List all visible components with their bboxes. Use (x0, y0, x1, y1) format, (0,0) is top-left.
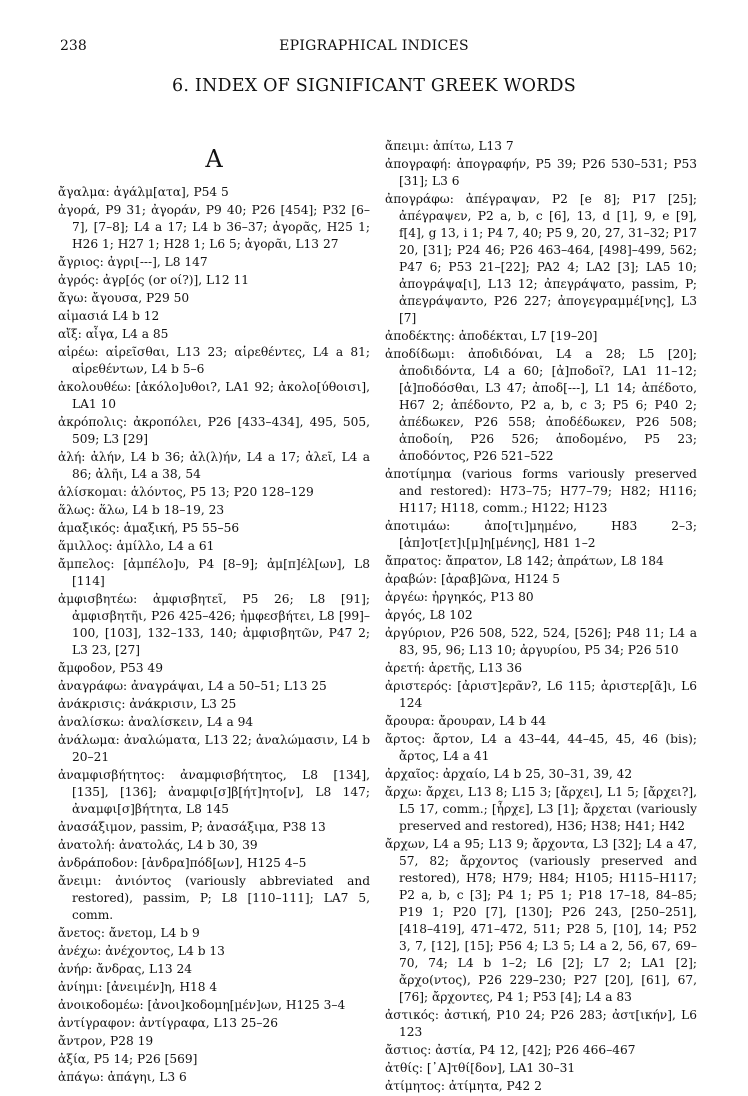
index-entry: ἀστικός: ἀστική, P10 24; P26 283; ἀστ[ικήν], L6 123 (385, 1008, 697, 1039)
left-column (58, 138, 370, 1087)
index-entry: ἅμιλλος: ἁμίλλο, L4 a 61 (58, 539, 215, 553)
index-entry: ἀλή: ἀλήν, L4 b 36; ἀλ(λ)ήν, L4 a 17; ἀλεῖ, L4 a 86; ἀλῆι, L4 a 38, 54 (58, 450, 370, 481)
index-entry: ἄγριος: ἀγρι[---], L8 147 (58, 255, 208, 269)
index-entry: ἀνατολή: ἀνατολάς, L4 b 30, 39 (58, 838, 258, 852)
index-entry: ἄμπελος: [ἀμπέλο]υ, P4 [8–9]; ἀμ[π]έλ[ων], L8 [114] (58, 557, 370, 588)
index-entry: ἀγρός: ἀγρ[ός (or οί?)], L12 11 (58, 273, 249, 287)
index-entry: ἄρχω: ἄρχει, L13 8; L15 3; [ἄρχει], L1 5; [ἄρχει?], L5 17, comm.; [ἦρχε], L3 [1]; ἄρχεται (variously preserved and restored), H36; H38; H41; H42 (385, 785, 697, 833)
index-entry: ἀπογραφή: ἀπογραφήν, P5 39; P26 530–531; P53 [31]; L3 6 (385, 157, 697, 188)
index-entry: ἀνίημι: [ἀνειμέν]η, H18 4 (58, 980, 218, 994)
index-entry: ἀνασάξιμον, passim, P; ἀνασάξιμα, P38 13 (58, 820, 326, 834)
index-entry: ἀκολουθέω: [ἀκόλο]υθοι?, LA1 92; ἀκολο[ύθοισι], LA1 10 (58, 380, 370, 411)
index-entry: ἀναλίσκω: ἀναλίσκειν, L4 a 94 (58, 715, 254, 729)
index-entry: ἀντίγραφον: ἀντίγραφα, L13 25–26 (58, 1016, 279, 1030)
section-letter: A (205, 145, 223, 173)
index-entry: ἀργός, L8 102 (385, 608, 473, 622)
index-entry: ἄντρον, P28 19 (58, 1034, 154, 1048)
index-entry: ἅλως: ἅλω, L4 b 18–19, 23 (58, 503, 225, 517)
index-entry: ἄμφοδον, P53 49 (58, 661, 163, 675)
index-entry: ἀτίμητος: ἀτίμητα, P42 2 (385, 1079, 542, 1093)
index-entry: ἁλίσκομαι: ἁλόντος, P5 13; P20 128–129 (58, 485, 314, 499)
index-entry: ἄνειμι: ἀνιόντος (variously abbreviated and restored), passim, P; L8 [110–111]; LA7 5, comm. (58, 874, 370, 922)
index-entry: ἀργύριον, P26 508, 522, 524, [526]; P48 11; L4 a 83, 95, 96; L13 10; ἀργυρίου, P5 34; P26 510 (385, 626, 697, 657)
index-entry: ἄρτος: ἄρτον, L4 a 43–44, 44–45, 45, 46 (bis); ἄρτος, L4 a 41 (385, 732, 697, 763)
index-entry: αἱμασιά L4 b 12 (58, 309, 160, 323)
index-entry: αἴξ: αἶγα, L4 a 85 (58, 327, 169, 341)
index-entry: ἀνάλωμα: ἀναλώματα, L13 22; ἀναλώμασιν, L4 b 20–21 (58, 733, 370, 764)
index-entry: ἀργέω: ἠργηκός, P13 80 (385, 590, 534, 604)
index-entry: αἱρέω: αἱρεῖσθαι, L13 23; αἱρεθέντες, L4 a 81; αἱρεθέντων, L4 b 5–6 (58, 345, 370, 376)
index-entry: ἀναγράφω: ἀναγράψαι, L4 a 50–51; L13 25 (58, 679, 327, 693)
index-entry: ἀρετή: ἀρετῆς, L13 36 (385, 661, 523, 675)
index-entry: ἄπειμι: ἀπίτω, L13 7 (385, 139, 514, 153)
index-entry: ἄγω: ἄγουσα, P29 50 (58, 291, 190, 305)
index-entry: ἀριστερός: [ἀριστ]ερᾶν?, L6 115; ἀριστερ[ᾶ]ι, L6 124 (385, 679, 697, 710)
index-entry: ἀμφισβητέω: ἀμφισβητεῖ, P5 26; L8 [91]; ἀμφισβητῆι, P26 425–426; ἠμφεσβήτει, L8 [99]–100, [103], 132–133, 140; ἀμφισβητῶν, P47 2; L3 23, [27] (58, 592, 370, 657)
index-entry: ἀραβών: [ἀραβ]ῶνα, H124 5 (385, 572, 561, 586)
index-entry: ἄρουρα: ἄρουραν, L4 b 44 (385, 714, 547, 728)
index-entry: ἀποδίδωμι: ἀποδιδόναι, L4 a 28; L5 [20]; ἀποδιδόντα, L4 a 60; [ἀ]ποδοῖ?, LA1 11–12; [ἀ]ποδόσθαι, L3 47; ἀποδ[---], L1 14; ἀπέδοτο, H67 2; ἀπέδοντο, P2 a, b, c 3; P5 6; P40 2; ἀπέδωκεν, P26 558; ἀποδέδωκεν, P26 508; ἀποδοίη, P26 526; ἀποδομένο, P5 23; ἀποδόντος, P26 521–522 (385, 347, 697, 463)
index-entry: ἄπρατος: ἄπρατον, L8 142; ἀπράτων, L8 184 (385, 554, 664, 568)
index-entry: ἄγαλμα: ἀγάλμ[ατα], P54 5 (58, 185, 229, 199)
index-entry: ἀποτίμημα (various forms variously preserved and restored): H73–75; H77–79; H82; H116; H117; H118, comm.; H122; H123 (385, 467, 697, 515)
index-entry: ἄστιος: ἀστία, P4 12, [42]; P26 466–467 (385, 1043, 636, 1057)
index-title: 6. INDEX OF SIGNIFICANT GREEK WORDS (172, 76, 576, 96)
page-number: 238 (60, 38, 87, 54)
running-head (60, 38, 688, 58)
index-entry: ἀξία, P5 14; P26 [569] (58, 1052, 198, 1066)
running-title: EPIGRAPHICAL INDICES (279, 38, 469, 54)
index-entry: ἄνετος: ἄνετομ, L4 b 9 (58, 926, 200, 940)
index-entry: ἀνήρ: ἄνδρας, L13 24 (58, 962, 193, 976)
index-entry: ἀκρόπολις: ἀκροπόλει, P26 [433–434], 495, 505, 509; L3 [29] (58, 415, 370, 446)
index-entry: ἀνάκρισις: ἀνάκρισιν, L3 25 (58, 697, 237, 711)
index-entry: ἀρχαῖος: ἀρχαίο, L4 b 25, 30–31, 39, 42 (385, 767, 633, 781)
index-entry: ἀποδέκτης: ἀποδέκται, L7 [19–20] (385, 329, 598, 343)
index-entry: ἀγορά, P9 31; ἀγοράν, P9 40; P26 [454]; P32 [6–7], [7–8]; L4 a 17; L4 b 36–37; ἀγορᾶς, H25 1; H26 1; H27 1; H28 1; L6 5; ἀγορᾶι, L13 27 (58, 203, 370, 251)
index-entry: ἀτθίς: [᾿Α]τθί[δον], LA1 30–31 (385, 1061, 576, 1075)
index-entry: ἀνέχω: ἀνέχοντος, L4 b 13 (58, 944, 225, 958)
index-entry: ἄρχων, L4 a 95; L13 9; ἄρχοντα, L3 [32]; L4 a 47, 57, 82; ἄρχοντος (variously preserved and restored), H78; H79; H84; H105; H115–H117; P2 a, b, c [3]; P4 1; P5 1; P18 17–18, 84–85; P19 1; P20 [7], [130]; P26 243, [250–251], [418–419], 471–472, 511; P28 5, [10], 14; P52 3, 7, [12], [15]; P56 4; L3 5; L4 a 2, 56, 67, 69–70, 74; L4 b 1–2; L6 [2]; L7 2; LA1 [2]; ἄρχο(ντος), P26 229–230; P27 [20], [61], 67, [76]; ἄρχοντες, P4 1; P53 [4]; L4 a 83 (385, 837, 697, 1004)
index-entry: ἀνδράποδον: [ἀνδρα]πόδ[ων], H125 4–5 (58, 856, 307, 870)
index-entry: ἀπογράφω: ἀπέγραψαν, P2 [e 8]; P17 [25]; ἀπέγραψεν, P2 a, b, c [6], 13, d [1], 9, e [9], f[4], g 13, i 1; P4 7, 40; P5 9, 20, 27, 31–32; P17 20, [31]; P24 46; P26 463–464, [498]–499, 562; P47 6; P53 21–[22]; PA2 4; LA2 [3]; LA5 10; ἀπογράψα[ι], L13 12; ἀπεγράψατο, passim, P; ἀπεγράψαντο, P26 227; ἀπογεγραμμέ[νης], L3 [7] (385, 192, 697, 325)
right-column (385, 138, 697, 1096)
index-entry: ἀπάγω: ἀπάγηι, L3 6 (58, 1070, 187, 1084)
index-entry: ἁμαξικός: ἁμαξική, P5 55–56 (58, 521, 240, 535)
index-entry: ἀποτιμάω: ἀπο[τι]μημένο, H83 2–3; [ἀπ]οτ[ετ]ι[μ]η[μένης], H81 1–2 (385, 519, 697, 550)
index-entry: ἀναμφισβήτητος: ἀναμφισβήτητος, L8 [134], [135], [136]; ἀναμφι[σ]β[ήτ]ητο[ν], L8 147; ἀναμφι[σ]βήτητα, L8 145 (58, 768, 370, 816)
index-entry: ἀνοικοδομέω: [ἀνοι]κοδομη[μέν]ων, H125 3–4 (58, 998, 346, 1012)
